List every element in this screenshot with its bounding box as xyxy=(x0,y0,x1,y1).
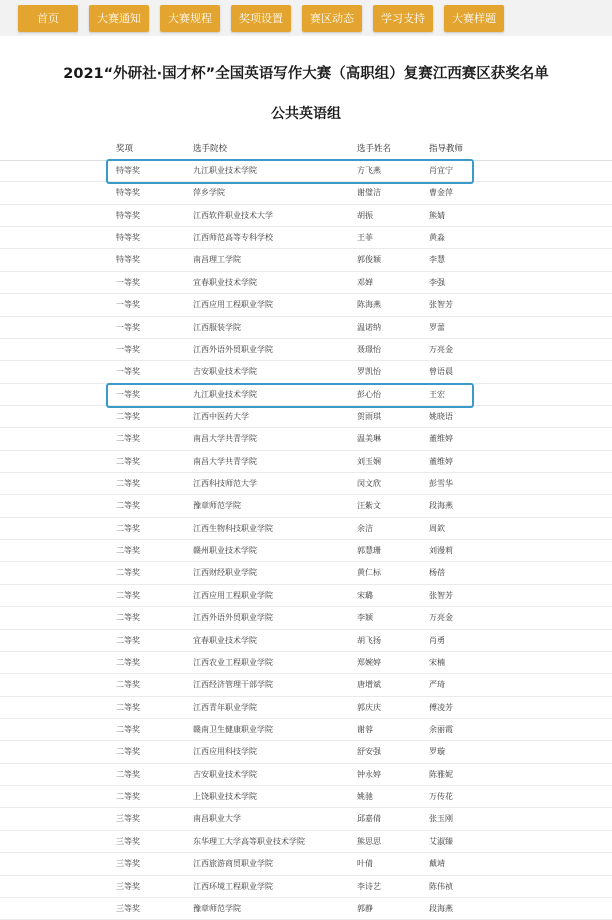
cell-award: 三等奖 xyxy=(116,881,140,891)
nav-support-button[interactable]: 学习支持 xyxy=(373,5,433,32)
cell-teacher: 刘漫莉 xyxy=(429,546,453,556)
cell-award: 二等奖 xyxy=(116,635,140,645)
cell-teacher: 段海燕 xyxy=(429,501,453,511)
cell-school: 江西中医药大学 xyxy=(193,411,249,421)
cell-name: 温诺纳 xyxy=(357,322,381,332)
cell-name: 叶倩 xyxy=(357,859,373,869)
nav-samples-button[interactable]: 大赛样题 xyxy=(444,5,504,32)
cell-teacher: 傅凌芳 xyxy=(429,702,453,712)
table-row xyxy=(0,205,612,227)
cell-school: 江西师范高等专科学校 xyxy=(193,233,273,243)
cell-award: 特等奖 xyxy=(116,255,140,265)
cell-school: 江西生物科技职业学院 xyxy=(193,523,273,533)
cell-teacher: 张玉刚 xyxy=(429,814,453,824)
cell-name: 郭俊颖 xyxy=(357,255,381,265)
cell-name: 聂璟怡 xyxy=(357,344,381,354)
table-row xyxy=(0,428,612,450)
cell-teacher: 姚晓语 xyxy=(429,411,453,421)
cell-school: 江西农业工程职业学院 xyxy=(193,657,273,667)
cell-teacher: 万亮金 xyxy=(429,344,453,354)
cell-teacher: 张智芳 xyxy=(429,590,453,600)
table-row xyxy=(0,853,612,875)
cell-name: 余洁 xyxy=(357,523,373,533)
cell-school: 江西应用科技学院 xyxy=(193,747,257,757)
page-subtitle: 公共英语组 xyxy=(271,106,341,122)
cell-name: 汪紫文 xyxy=(357,501,381,511)
cell-school: 南昌理工学院 xyxy=(193,255,241,265)
cell-award: 二等奖 xyxy=(116,411,140,421)
nav-home-button[interactable]: 首页 xyxy=(18,5,78,32)
cell-teacher: 曹金萍 xyxy=(429,188,453,198)
nav-awards-button[interactable]: 奖项设置 xyxy=(231,5,291,32)
cell-name: 邓婵 xyxy=(357,277,373,287)
cell-school: 上饶职业技术学院 xyxy=(193,792,257,802)
cell-teacher: 万亮金 xyxy=(429,613,453,623)
cell-award: 二等奖 xyxy=(116,590,140,600)
cell-name: 罗凯怡 xyxy=(357,367,381,377)
table-row xyxy=(0,339,612,361)
cell-school: 江西经济管理干部学院 xyxy=(193,680,273,690)
cell-award: 二等奖 xyxy=(116,725,140,734)
table-row xyxy=(0,272,612,294)
table-row xyxy=(0,607,612,629)
cell-award: 二等奖 xyxy=(116,680,140,690)
cell-award: 特等奖 xyxy=(116,233,140,243)
cell-name: 方飞燕 xyxy=(357,166,381,175)
cell-school: 豫章师范学院 xyxy=(193,903,241,913)
cell-award: 一等奖 xyxy=(116,322,140,332)
cell-award: 二等奖 xyxy=(116,546,140,556)
cell-school: 赣州职业技术学院 xyxy=(193,546,257,556)
page-title: 2021“外研社·国才杯”全国英语写作大赛（高职组）复赛江西赛区获奖名单 xyxy=(63,66,549,82)
cell-school: 豫章师范学院 xyxy=(193,501,241,511)
cell-teacher: 曾语晨 xyxy=(429,367,453,377)
cell-name: 贺雨琪 xyxy=(357,411,381,421)
cell-name: 郭慧珊 xyxy=(357,546,381,556)
cell-school: 吉安职业技术学院 xyxy=(193,367,257,377)
table-row xyxy=(0,406,612,428)
header-award: 奖项 xyxy=(116,144,134,154)
cell-award: 二等奖 xyxy=(116,456,140,466)
header-school: 选手院校 xyxy=(193,144,228,154)
nav-notices-button[interactable]: 大赛通知 xyxy=(89,5,149,32)
nav-rules-button[interactable]: 大赛规程 xyxy=(160,5,220,32)
cell-school: 江西环境工程职业学院 xyxy=(193,881,273,891)
table-row xyxy=(0,674,612,696)
cell-award: 二等奖 xyxy=(116,613,140,623)
cell-school: 江西应用工程职业学院 xyxy=(193,300,273,310)
table-row xyxy=(0,361,612,383)
cell-name: 李颖 xyxy=(357,613,373,623)
table-row xyxy=(0,719,612,741)
table-row xyxy=(0,317,612,339)
table-row xyxy=(0,540,612,562)
table-header xyxy=(0,138,612,161)
cell-school: 宜春职业技术学院 xyxy=(193,277,257,287)
table-row xyxy=(0,741,612,763)
table-row xyxy=(0,585,612,607)
cell-award: 三等奖 xyxy=(116,903,140,913)
cell-school: 江西应用工程职业学院 xyxy=(193,590,273,600)
cell-award: 二等奖 xyxy=(116,434,140,444)
cell-name: 李诗艺 xyxy=(357,881,381,891)
cell-school: 江西科技师范大学 xyxy=(193,479,257,489)
cell-teacher: 董维婷 xyxy=(429,434,453,444)
header-name: 选手姓名 xyxy=(357,144,392,154)
cell-teacher: 杨蓓 xyxy=(429,568,445,578)
table-row xyxy=(0,384,612,406)
cell-name: 陈海燕 xyxy=(357,300,381,310)
header-teacher: 指导教师 xyxy=(429,144,464,154)
cell-award: 特等奖 xyxy=(116,210,140,220)
cell-teacher: 段海燕 xyxy=(429,903,453,913)
cell-school: 宜春职业技术学院 xyxy=(193,635,257,645)
cell-teacher: 彭雪华 xyxy=(429,479,453,489)
cell-teacher: 李慧 xyxy=(429,255,445,265)
table-row xyxy=(0,808,612,830)
cell-school: 萍乡学院 xyxy=(193,188,225,198)
cell-teacher: 熊婧 xyxy=(429,210,445,220)
cell-name: 唐增斌 xyxy=(357,680,381,690)
cell-name: 黄仁标 xyxy=(357,568,381,578)
table-row xyxy=(0,562,612,584)
table-row xyxy=(0,652,612,674)
cell-award: 三等奖 xyxy=(116,836,140,846)
table-row xyxy=(0,495,612,517)
cell-name: 胡飞扬 xyxy=(357,635,381,645)
table-row xyxy=(0,898,612,920)
cell-school: 南昌大学共青学院 xyxy=(193,434,257,444)
cell-award: 二等奖 xyxy=(116,769,140,779)
table-row xyxy=(0,451,612,473)
cell-award: 二等奖 xyxy=(116,792,140,802)
cell-teacher: 余丽霞 xyxy=(429,725,453,734)
cell-award: 特等奖 xyxy=(116,166,140,175)
cell-name: 彭心怡 xyxy=(357,389,381,399)
table-row xyxy=(0,473,612,495)
table-row xyxy=(0,697,612,719)
cell-school: 江西青年职业学院 xyxy=(193,702,257,712)
cell-name: 姚驰 xyxy=(357,792,373,802)
cell-teacher: 严琦 xyxy=(429,680,445,690)
table-row xyxy=(0,227,612,249)
cell-award: 二等奖 xyxy=(116,657,140,667)
cell-name: 温美琳 xyxy=(357,434,381,444)
cell-teacher: 张智芳 xyxy=(429,300,453,310)
cell-award: 三等奖 xyxy=(116,814,140,824)
cell-name: 宋璐 xyxy=(357,590,373,600)
cell-name: 郭静 xyxy=(357,903,373,913)
cell-school: 江西财经职业学院 xyxy=(193,568,257,578)
cell-award: 一等奖 xyxy=(116,367,140,377)
cell-award: 二等奖 xyxy=(116,568,140,578)
cell-name: 胡振 xyxy=(357,210,373,220)
cell-award: 一等奖 xyxy=(116,344,140,354)
cell-award: 二等奖 xyxy=(116,702,140,712)
cell-teacher: 艾淑臻 xyxy=(429,836,453,846)
cell-teacher: 万传花 xyxy=(429,792,453,802)
cell-teacher: 陈雅妮 xyxy=(429,769,453,779)
cell-school: 吉安职业技术学院 xyxy=(193,769,257,779)
cell-school: 江西外语外贸职业学院 xyxy=(193,613,273,623)
nav-news-button[interactable]: 赛区动态 xyxy=(302,5,362,32)
cell-school: 江西软件职业技术大学 xyxy=(193,210,273,220)
table-row xyxy=(0,160,612,182)
cell-school: 江西外语外贸职业学院 xyxy=(193,344,273,354)
cell-name: 邱嘉倩 xyxy=(357,814,381,824)
cell-award: 二等奖 xyxy=(116,747,140,757)
cell-name: 熊思思 xyxy=(357,836,381,846)
cell-school: 南昌职业大学 xyxy=(193,814,241,824)
cell-teacher: 罗蕾 xyxy=(429,322,445,332)
cell-school: 江西服装学院 xyxy=(193,322,241,332)
cell-award: 一等奖 xyxy=(116,300,140,310)
cell-school: 赣南卫生健康职业学院 xyxy=(193,725,273,734)
cell-teacher: 陈伟祯 xyxy=(429,881,453,891)
cell-name: 舒安强 xyxy=(357,747,381,757)
cell-name: 刘玉娴 xyxy=(357,456,381,466)
table-row xyxy=(0,249,612,271)
table-row xyxy=(0,182,612,204)
cell-teacher: 罗璇 xyxy=(429,747,445,757)
table-row xyxy=(0,294,612,316)
cell-teacher: 戴靖 xyxy=(429,859,445,869)
cell-teacher: 宋楠 xyxy=(429,657,445,667)
table-row xyxy=(0,518,612,540)
cell-school: 江西旅游商贸职业学院 xyxy=(193,859,273,869)
cell-teacher: 肖勇 xyxy=(429,635,445,645)
cell-award: 二等奖 xyxy=(116,523,140,533)
cell-name: 钟永婷 xyxy=(357,769,381,779)
cell-award: 二等奖 xyxy=(116,479,140,489)
cell-name: 郑婉婷 xyxy=(357,657,381,667)
table-row xyxy=(0,630,612,652)
cell-name: 谢璧洁 xyxy=(357,188,381,198)
cell-award: 二等奖 xyxy=(116,501,140,511)
cell-name: 闵文欣 xyxy=(357,479,381,489)
cell-teacher: 肖宜宁 xyxy=(429,166,453,175)
cell-teacher: 黄淼 xyxy=(429,233,445,243)
cell-award: 三等奖 xyxy=(116,859,140,869)
table-row xyxy=(0,786,612,808)
cell-name: 王菲 xyxy=(357,233,373,243)
cell-school: 九江职业技术学院 xyxy=(193,389,257,399)
table-row xyxy=(0,764,612,786)
top-nav-bar xyxy=(0,0,612,36)
cell-school: 东华理工大学高等职业技术学院 xyxy=(193,836,305,846)
table-row xyxy=(0,876,612,898)
cell-school: 九江职业技术学院 xyxy=(193,166,257,175)
cell-name: 郭庆庆 xyxy=(357,702,381,712)
cell-school: 南昌大学共青学院 xyxy=(193,456,257,466)
cell-name: 谢蓉 xyxy=(357,725,373,734)
cell-teacher: 董维婷 xyxy=(429,456,453,466)
cell-award: 一等奖 xyxy=(116,277,140,287)
cell-teacher: 周欽 xyxy=(429,523,445,533)
table-row xyxy=(0,831,612,853)
cell-teacher: 李强 xyxy=(429,277,445,287)
cell-award: 一等奖 xyxy=(116,389,140,399)
cell-award: 特等奖 xyxy=(116,188,140,198)
cell-teacher: 王宏 xyxy=(429,389,445,399)
